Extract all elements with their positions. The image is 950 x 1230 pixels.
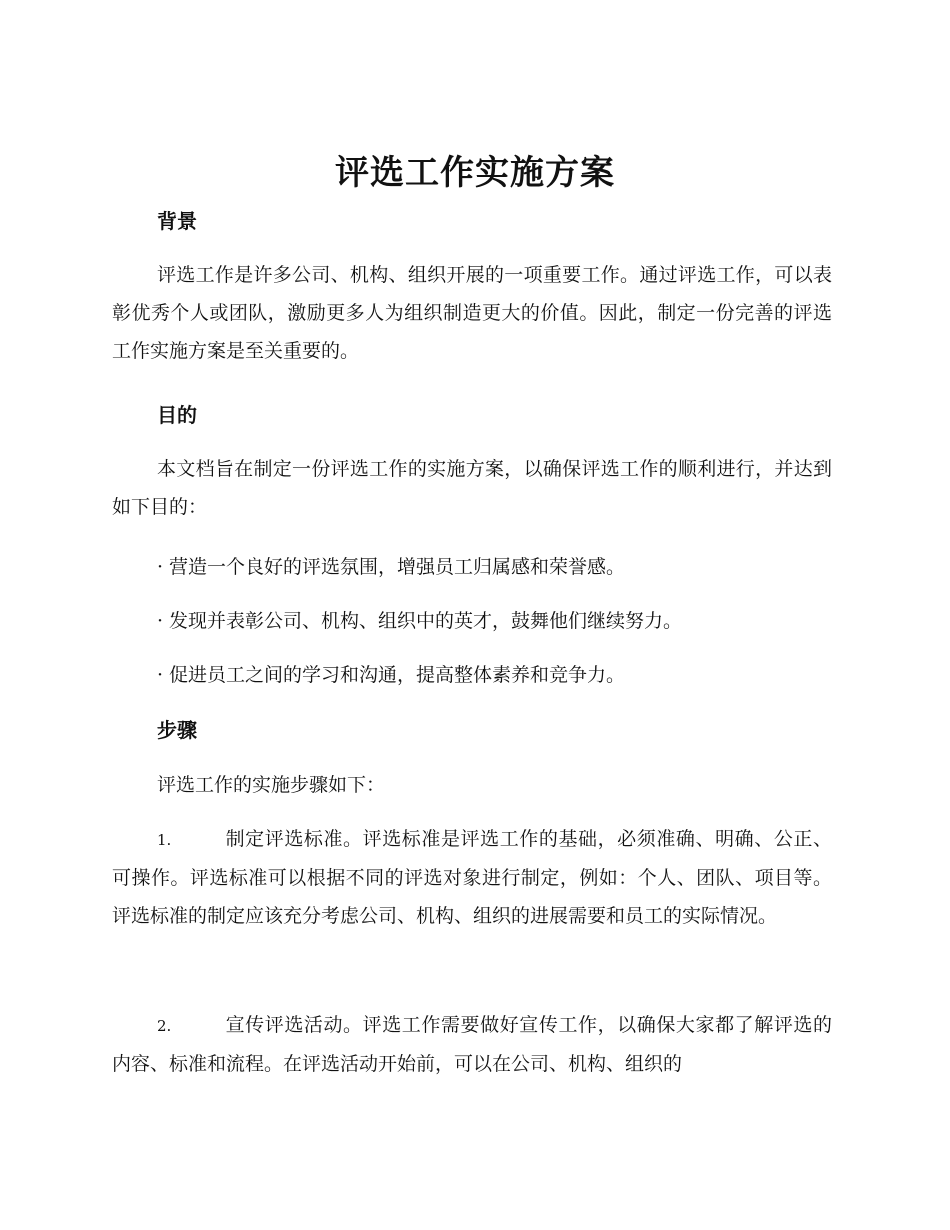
bullet-text: 促进员工之间的学习和沟通，提高整体素养和竞争力。 <box>169 664 626 686</box>
document-title: 评选工作实施方案 <box>335 153 615 193</box>
purpose-bullet-item <box>157 661 625 689</box>
step-text: 制定评选标准。评选标准是评选工作的基础，必须准确、明确、公正、可操作。评选标准可以根据不同的评选对象进行制定，例如：个人、团队、项目等。评选标准的制定应该充分考虑公司、机构、组织的进展需要和员工的实际情况。 <box>112 828 832 927</box>
bullet-dot: · <box>157 664 164 686</box>
background-paragraph: 评选工作是许多公司、机构、组织开展的一项重要工作。通过评选工作，可以表彰优秀个人或团队，激励更多人为组织制造更大的价值。因此，制定一份完善的评选工作实施方案是至关重要的。 <box>112 264 832 362</box>
section-heading-steps: 步骤 <box>157 718 197 742</box>
bullet-text: 发现并表彰公司、机构、组织中的英才，鼓舞他们继续努力。 <box>169 610 683 632</box>
section-heading-background: 背景 <box>157 209 197 233</box>
step-number: 2. <box>157 1017 172 1035</box>
purpose-bullet-item <box>157 553 625 581</box>
section-heading-purpose: 目的 <box>157 403 197 427</box>
purpose-bullet-item <box>157 607 682 635</box>
step-text: 宣传评选活动。评选工作需要做好宣传工作，以确保大家都了解评选的内容、标准和流程。在评选活动开始前，可以在公司、机构、组织的 <box>112 1014 832 1075</box>
bullet-dot: · <box>157 556 164 578</box>
step-item-1 <box>112 820 832 935</box>
bullet-text: 营造一个良好的评选氛围，增强员工归属感和荣誉感。 <box>169 556 626 578</box>
step-item-2 <box>112 1006 832 1083</box>
purpose-paragraph: 本文档旨在制定一份评选工作的实施方案，以确保评选工作的顺利进行，并达到如下目的： <box>112 458 832 518</box>
steps-intro: 评选工作的实施步骤如下： <box>157 774 386 796</box>
bullet-dot: · <box>157 610 164 632</box>
step-number: 1. <box>157 831 172 849</box>
